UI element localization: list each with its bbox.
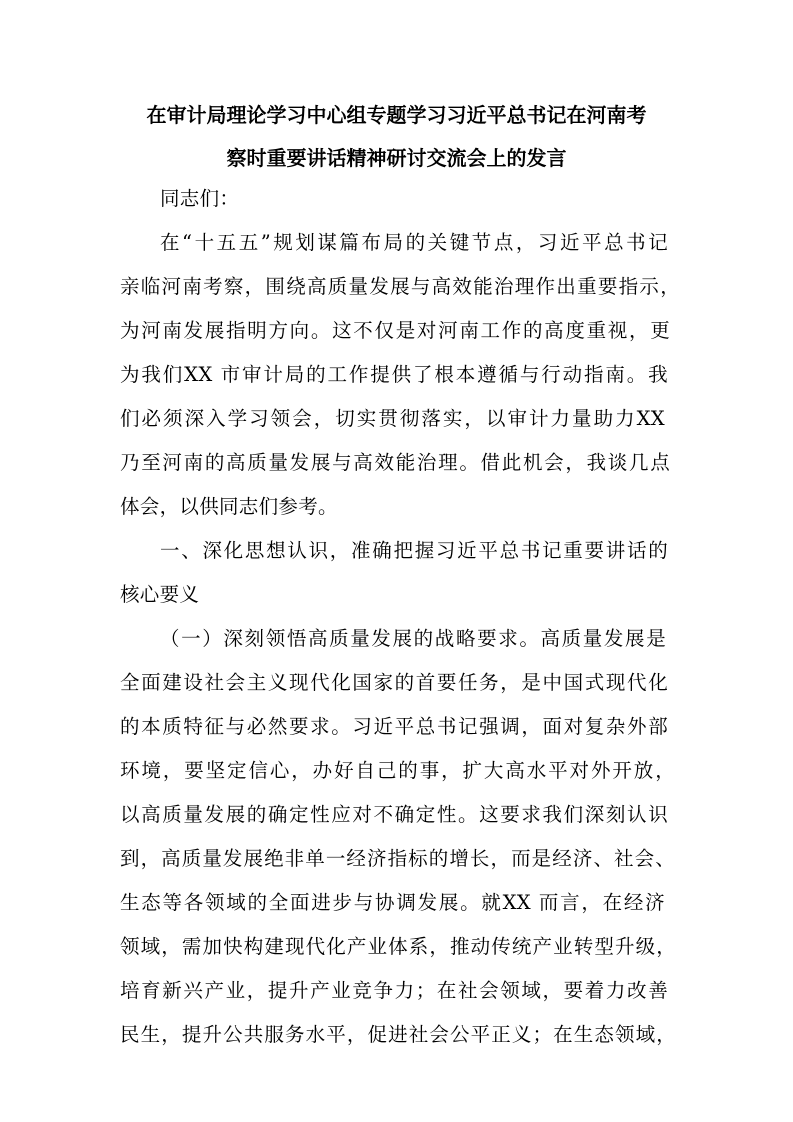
paragraph-line: 在“十五五”规划谋篇布局的关键节点，习近平总书记 — [160, 231, 668, 254]
paragraph-line: 为我们XX 市审计局的工作提供了根本遵循与行动指南。我 — [120, 363, 668, 386]
paragraph-line: 为河南发展指明方向。这不仅是对河南工作的高度重视，更 — [120, 319, 670, 342]
paragraph-line: 体会，以供同志们参考。 — [120, 495, 338, 518]
paragraph-line: 民生，提升公共服务水平，促进社会公平正义；在生态领域， — [120, 1023, 676, 1046]
paragraph-line: 培育新兴产业，提升产业竞争力；在社会领域，要着力改善 — [120, 979, 668, 1002]
paragraph-line: 亲临河南考察，围绕高质量发展与高效能治理作出重要指示， — [120, 275, 680, 298]
paragraph-line: 们必须深入学习领会，切实贯彻落实，以审计力量助力XX — [120, 407, 665, 430]
section-heading-line: 一、深化思想认识，准确把握习近平总书记重要讲话的 — [160, 539, 668, 562]
paragraph-line: 生态等各领域的全面进步与协调发展。就XX 而言，在经济 — [120, 891, 665, 914]
paragraph-line: 到，高质量发展绝非单一经济指标的增长，而是经济、社会、 — [120, 847, 675, 870]
paragraph-line: 全面建设社会主义现代化国家的首要任务，是中国式现代化 — [120, 671, 668, 694]
paragraph-line: 环境，要坚定信心，办好自己的事，扩大高水平对外开放， — [120, 759, 675, 782]
document-title-line-2: 察时重要讲话精神研讨交流会上的发言 — [226, 146, 567, 170]
paragraph-line: （一）深刻领悟高质量发展的战略要求。高质量发展是 — [160, 627, 666, 650]
salutation: 同志们： — [160, 187, 240, 210]
paragraph-line: 的本质特征与必然要求。习近平总书记强调，面对复杂外部 — [120, 715, 668, 738]
document-title-line-1: 在审计局理论学习中心组专题学习习近平总书记在河南考 — [146, 103, 647, 127]
paragraph-line: 乃至河南的高质量发展与高效能治理。借此机会，我谈几点 — [120, 451, 670, 474]
paragraph-line: 领域，需加快构建现代化产业体系，推动传统产业转型升级， — [120, 935, 676, 958]
paragraph-line: 以高质量发展的确定性应对不确定性。这要求我们深刻认识 — [120, 803, 668, 826]
section-heading-line: 核心要义 — [120, 583, 200, 606]
